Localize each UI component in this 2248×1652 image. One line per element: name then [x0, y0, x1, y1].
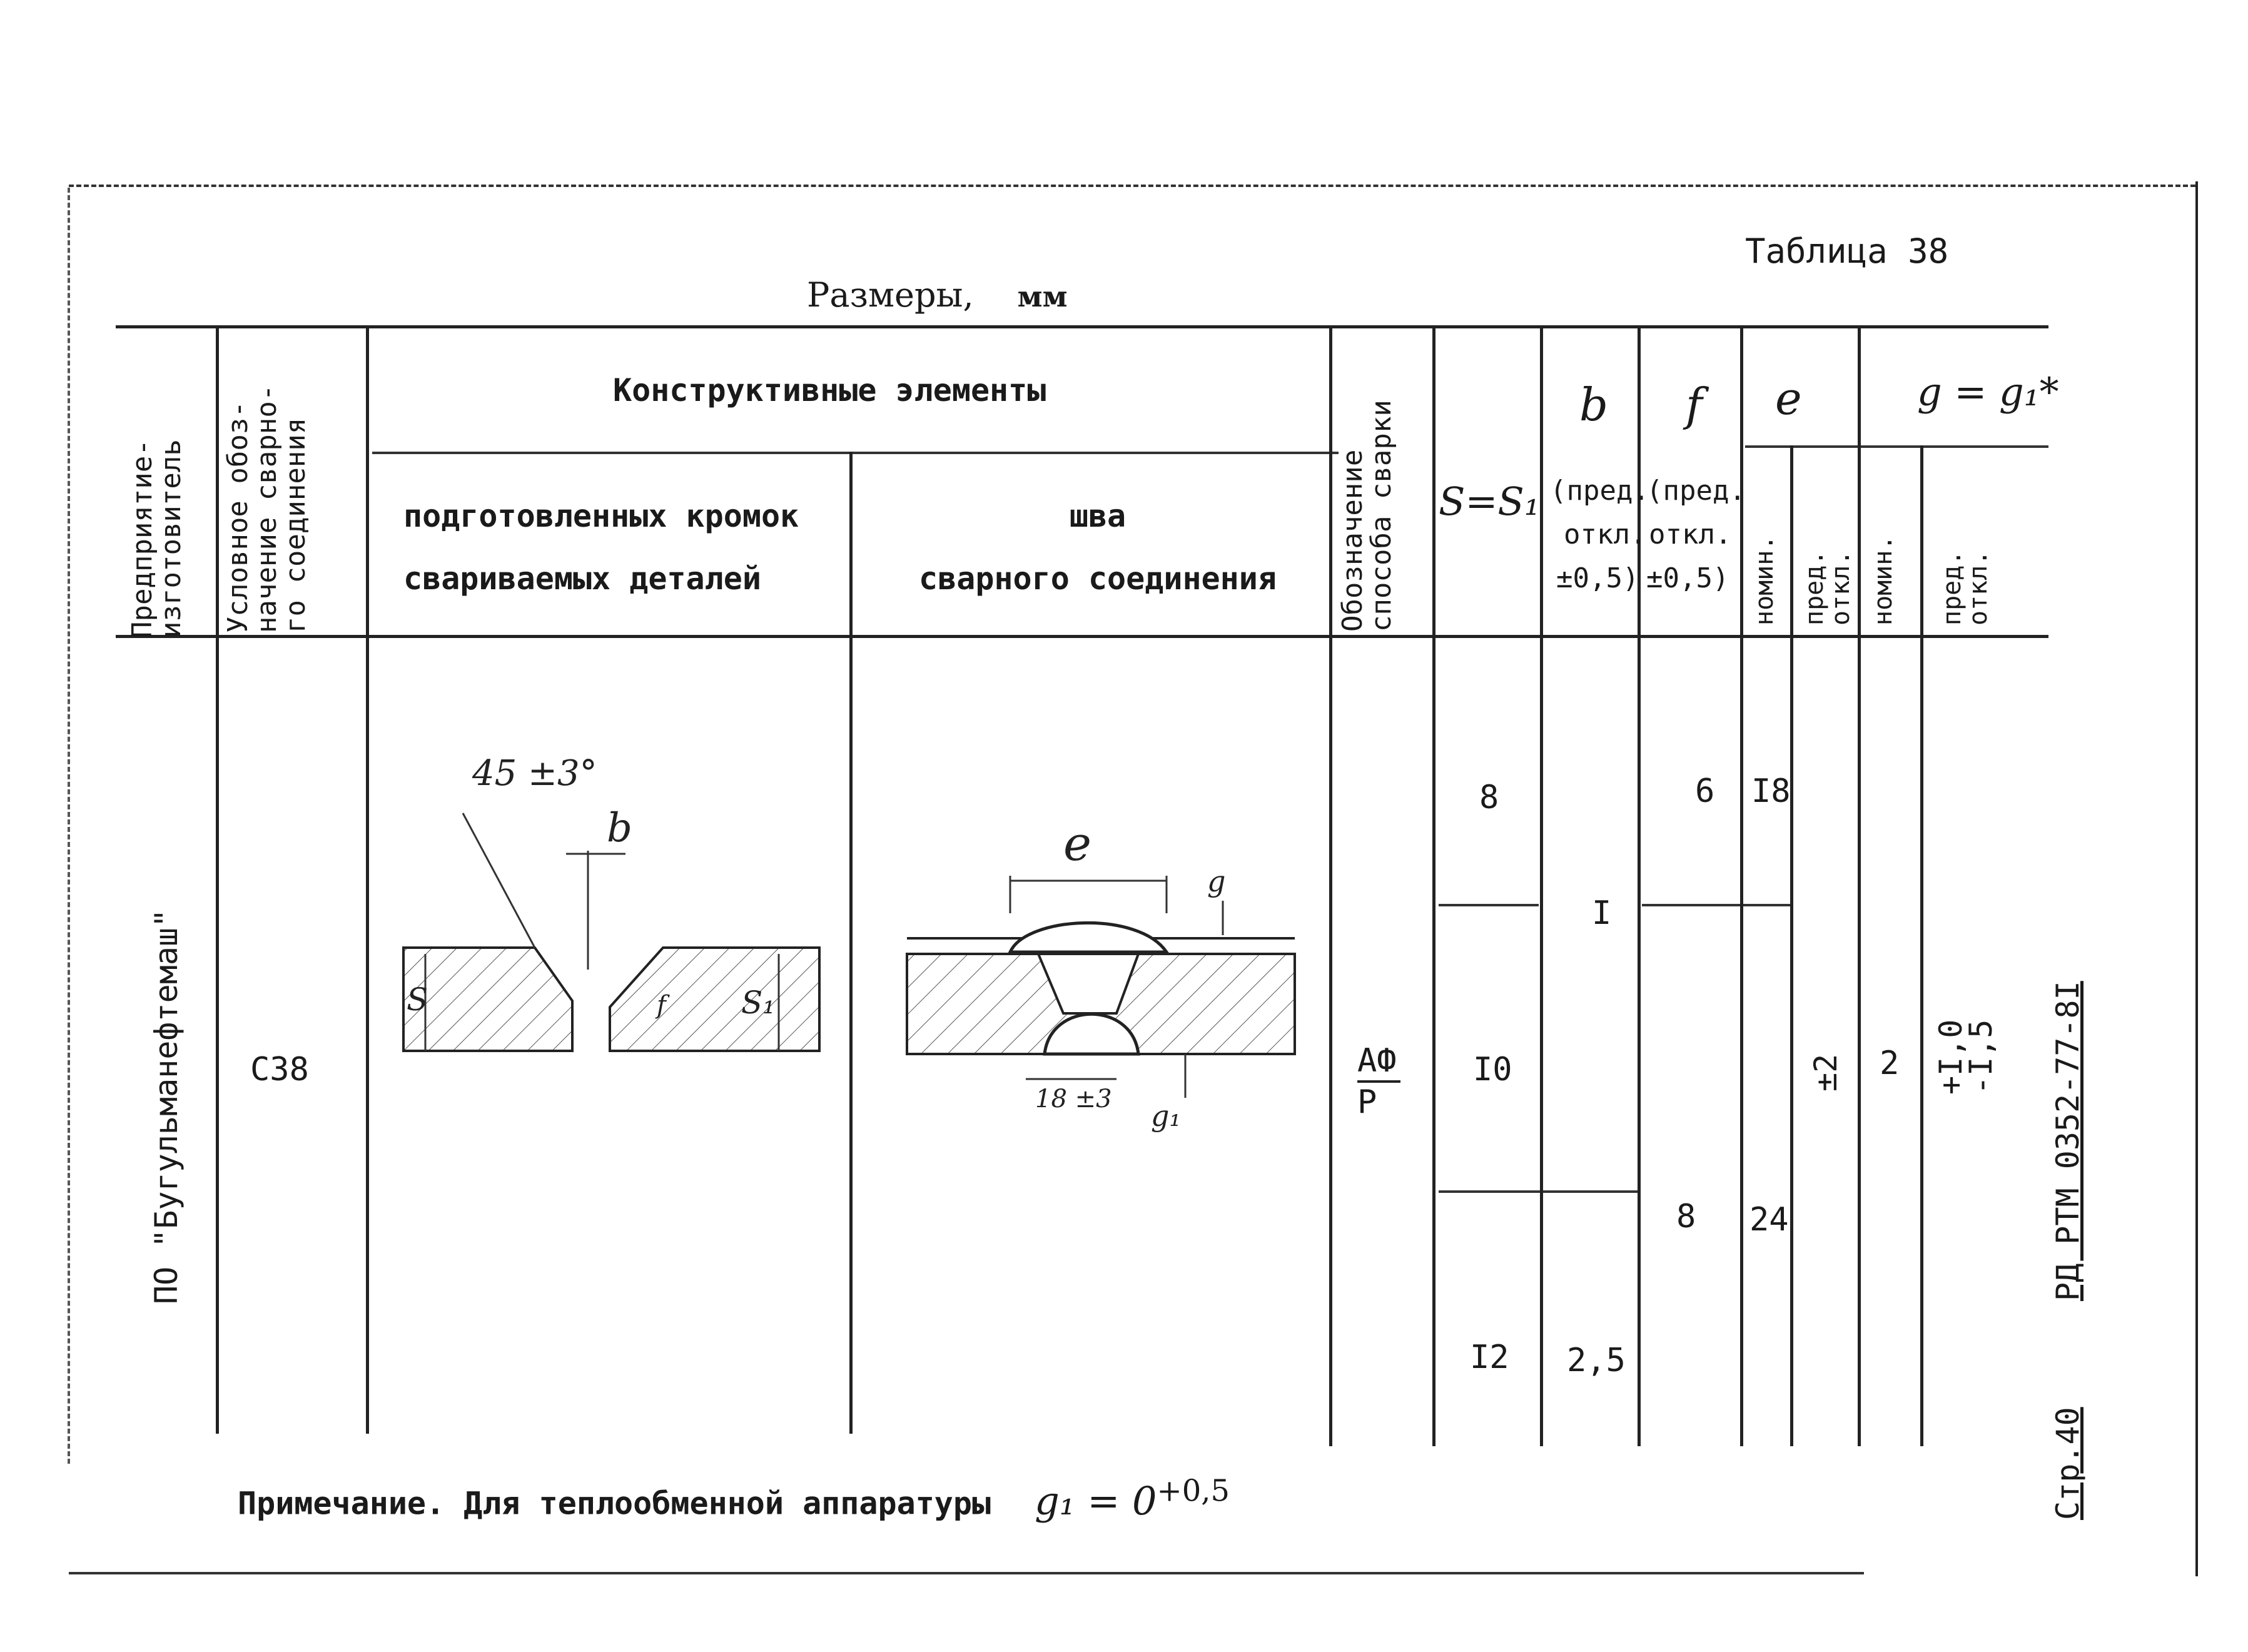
edges-s-label: S	[407, 981, 428, 1018]
header-edges-line2: свариваемых деталей	[403, 560, 761, 597]
cell-s-3: I2	[1470, 1339, 1509, 1376]
header-method-line2: способа сварки	[1365, 400, 1398, 632]
f-row-divider-1	[1642, 904, 1792, 906]
edges-gap-label: b	[607, 805, 632, 851]
structural-sub-rule	[372, 452, 1339, 454]
cell-g-dev-plus: +I,0	[1933, 1019, 1969, 1095]
footnote-formula-base: g₁ = 0	[1035, 1477, 1157, 1524]
col-line-10	[1858, 327, 1861, 1446]
header-enterprise-line1: Предприятие-	[126, 439, 158, 638]
seam-g-label: g	[1207, 864, 1226, 898]
cell-e-nom-2: 24	[1749, 1201, 1789, 1239]
cell-b-1: I	[1592, 894, 1612, 932]
header-f-sub	[1646, 469, 1746, 600]
seam-bottom-label: 18 ±3	[1035, 1085, 1112, 1113]
footnote	[238, 1473, 1230, 1524]
header-method-line1: Обозначение	[1337, 449, 1369, 632]
header-g-dev	[1939, 550, 1992, 626]
frame-right-border	[2195, 181, 2198, 1576]
cell-method	[1357, 1041, 1400, 1122]
header-b-symbol: b	[1579, 378, 1609, 431]
units-mm: мм	[1017, 280, 1068, 313]
edges-bevel-leader	[463, 813, 535, 948]
cell-designation: С38	[250, 1051, 309, 1088]
side-doc-page: Стр.40	[2050, 1407, 2086, 1520]
header-seam-line1: шва	[1069, 498, 1127, 534]
cell-f-1: 6	[1695, 773, 1715, 810]
seam-drawing	[876, 807, 1314, 1157]
col-line-5	[1432, 327, 1435, 1446]
header-e-dev-2: откл.	[1826, 550, 1855, 626]
cell-f-2: 8	[1676, 1198, 1696, 1235]
header-method	[1339, 400, 1396, 632]
header-edges-line1: подготовленных кромок	[403, 498, 799, 534]
side-doc-code: РД РТМ 0352-77-8I	[2050, 981, 2086, 1301]
col-line-4	[1329, 327, 1332, 1446]
header-b-sub-1: (пред.	[1550, 475, 1649, 507]
units-caption	[807, 275, 1068, 315]
edges-angle-label: 45 ±3°	[472, 753, 597, 794]
cell-method-top: АФ	[1357, 1041, 1400, 1083]
header-designation-line3: го соединения	[280, 417, 312, 633]
cell-g-nom: 2	[1880, 1045, 1900, 1082]
footnote-formula	[1035, 1473, 1230, 1524]
header-e-dev-1: пред.	[1800, 550, 1829, 626]
header-f-sub-1: (пред.	[1646, 475, 1746, 507]
s-row-divider-2	[1439, 1190, 1639, 1193]
header-e-symbol: e	[1775, 372, 1802, 425]
s-row-divider-1	[1439, 904, 1539, 906]
cell-e-dev: ±2	[1808, 1053, 1844, 1092]
header-g-dev-2: откл.	[1964, 550, 1993, 626]
frame-top-border	[69, 185, 2195, 187]
col-line-11	[1920, 445, 1923, 1446]
footnote-formula-sup: +0,5	[1157, 1473, 1230, 1508]
header-g-dev-1: пред.	[1938, 550, 1967, 626]
frame-bottom-border	[69, 1572, 1864, 1574]
edges-right-plate	[610, 948, 819, 1051]
header-edges	[403, 485, 799, 610]
header-seam	[885, 485, 1310, 610]
header-f-sub-3: ±0,5)	[1646, 562, 1729, 594]
col-line-2	[366, 327, 369, 1434]
header-e-nom: номин.	[1750, 535, 1779, 626]
table-number: Таблица 38	[1745, 231, 1949, 271]
frame-left-border	[68, 188, 70, 1464]
seam-g1-label: g₁	[1151, 1099, 1181, 1133]
header-b-sub-2: откл.	[1564, 519, 1647, 550]
cell-method-bottom: Р	[1357, 1083, 1377, 1121]
header-f-sub-2: откл.	[1649, 519, 1732, 550]
cell-e-nom-1: I8	[1751, 773, 1791, 810]
col-line-3	[849, 452, 853, 1434]
seam-weld-top	[1010, 923, 1167, 952]
edges-drawing	[388, 719, 838, 1095]
footnote-text: Примечание. Для теплообменной аппаратуры	[238, 1485, 991, 1522]
header-designation-line2: начение сварно-	[251, 384, 283, 633]
cell-s-2: I0	[1473, 1051, 1512, 1088]
table-top-rule	[116, 325, 2048, 328]
header-structural: Конструктивные элементы	[613, 372, 1046, 408]
col-line-1	[216, 327, 219, 1434]
cell-s-1: 8	[1479, 779, 1499, 816]
edges-left-plate	[403, 948, 572, 1051]
header-designation-line1: Условное обоз-	[222, 401, 254, 633]
header-bottom-rule	[116, 635, 2048, 638]
cell-enterprise: ПО "Бугульманефтемаш"	[148, 908, 185, 1304]
col-line-6	[1540, 327, 1543, 1446]
edges-s1-label: S₁	[741, 985, 776, 1021]
header-g-symbol: g = g₁*	[1917, 369, 2059, 415]
header-b-sub	[1550, 469, 1649, 600]
header-f-symbol: f	[1686, 378, 1703, 431]
header-enterprise-line2: изготовитель	[155, 439, 188, 638]
cell-g-dev	[1933, 1019, 1999, 1095]
header-b-sub-3: ±0,5)	[1556, 562, 1639, 594]
col-line-9	[1790, 445, 1793, 1446]
header-designation	[224, 385, 311, 633]
cell-b-2: 2,5	[1567, 1342, 1626, 1379]
units-label: Размеры,	[807, 275, 974, 315]
seam-width-label: e	[1063, 816, 1091, 871]
edges-f-label: f	[657, 991, 666, 1020]
header-s: S=S₁	[1439, 479, 1540, 524]
header-e-dev	[1801, 550, 1854, 626]
header-g-nom: номин.	[1869, 535, 1898, 626]
header-enterprise	[128, 439, 186, 638]
cell-g-dev-minus: -I,5	[1963, 1019, 1999, 1095]
header-seam-line2: сварного соединения	[919, 560, 1277, 597]
